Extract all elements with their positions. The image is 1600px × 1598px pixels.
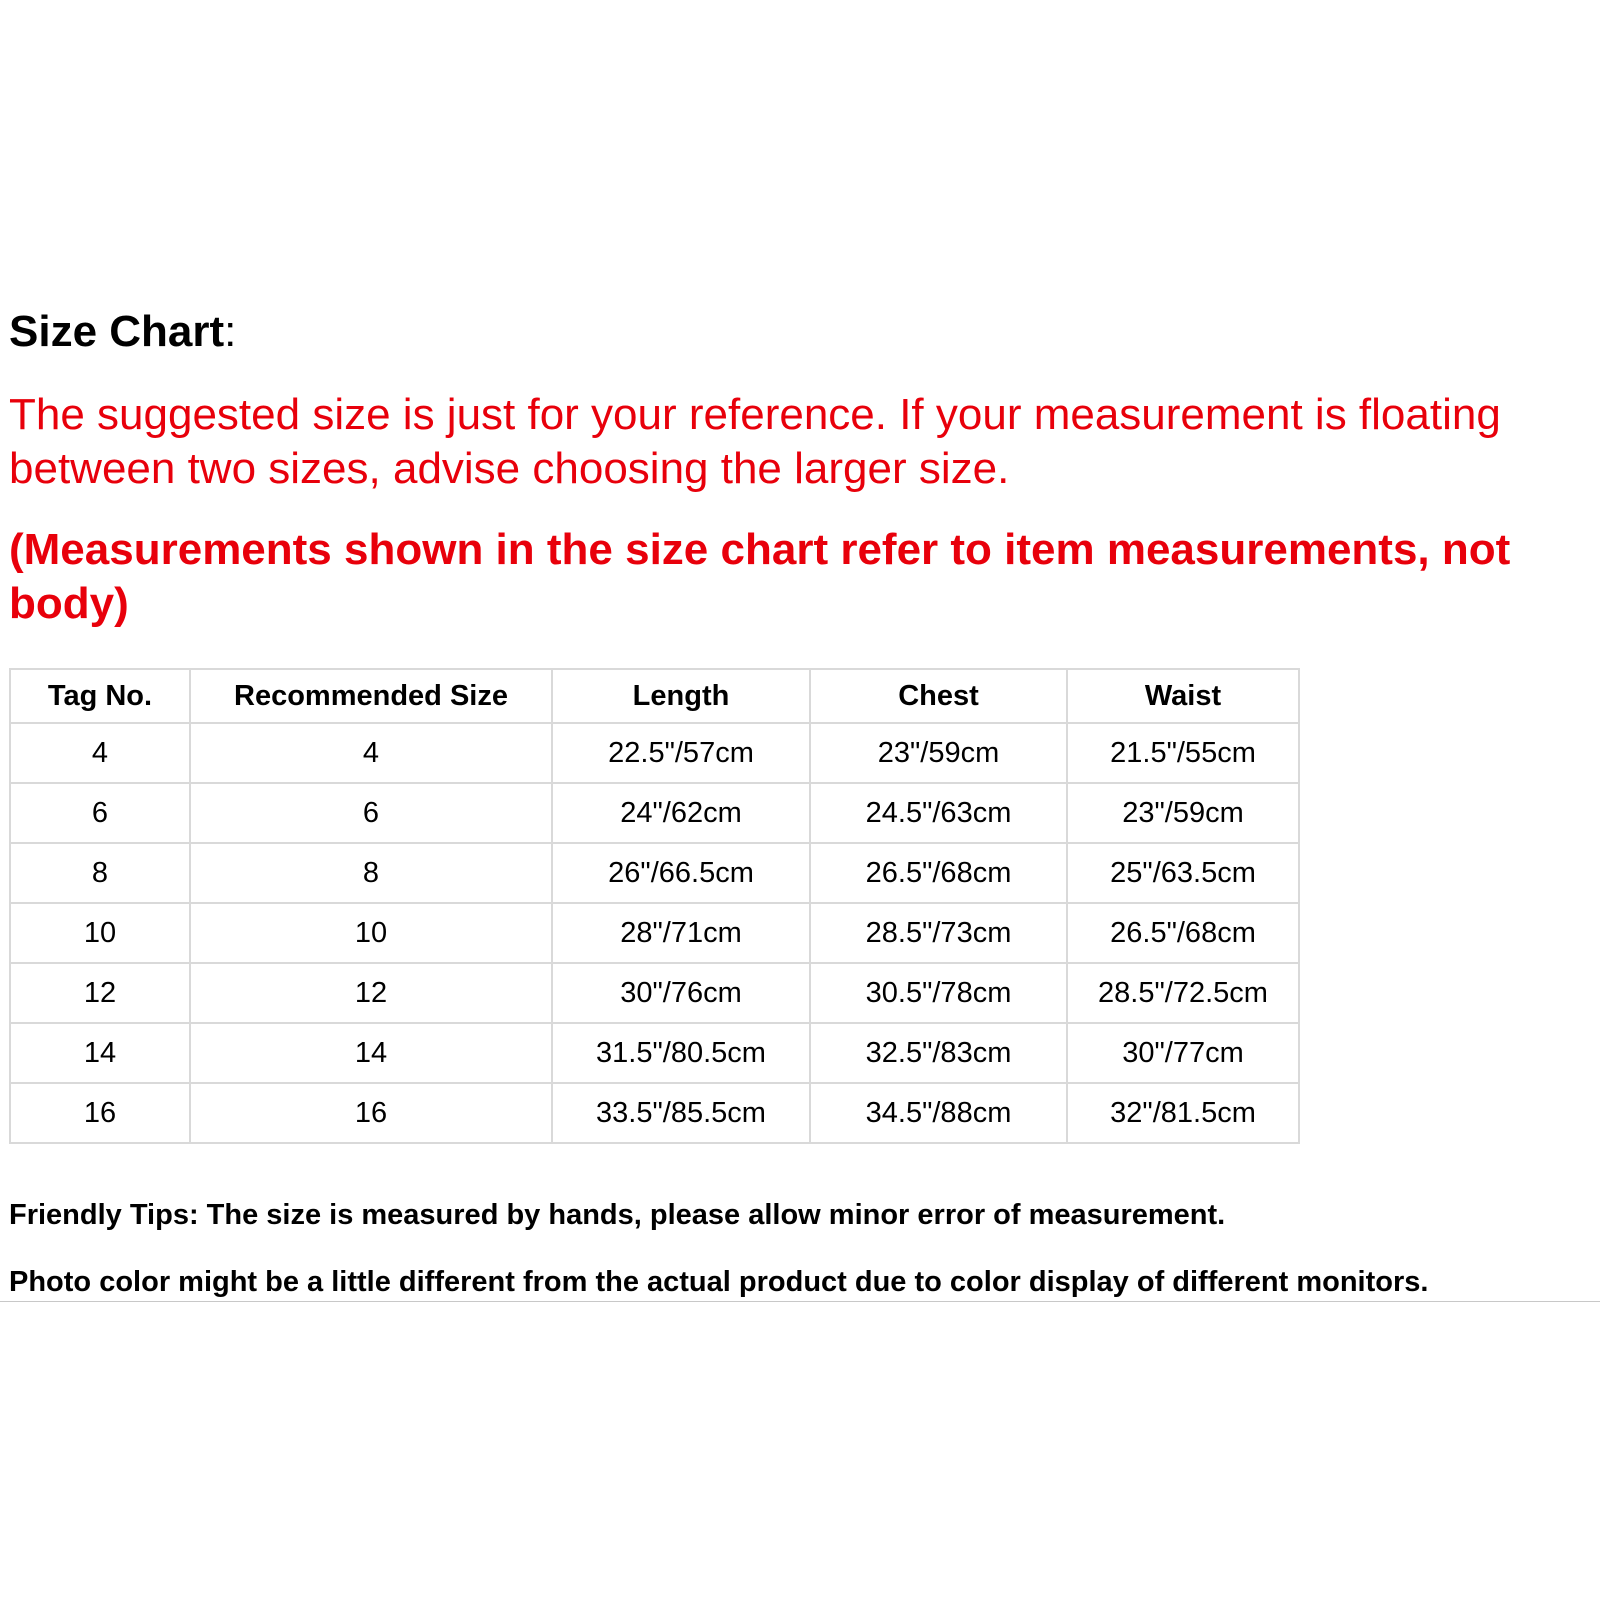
cell-length: 24"/62cm (552, 783, 810, 843)
cell-recommended-size: 6 (190, 783, 552, 843)
table-row (10, 963, 1299, 1023)
header-chest: Chest (810, 669, 1067, 723)
table-row (10, 1023, 1299, 1083)
cell-tag-no: 16 (10, 1083, 190, 1143)
cell-waist: 28.5"/72.5cm (1067, 963, 1299, 1023)
title-colon: : (224, 307, 237, 356)
cell-recommended-size: 8 (190, 843, 552, 903)
cell-length: 28"/71cm (552, 903, 810, 963)
cell-chest: 26.5"/68cm (810, 843, 1067, 903)
size-advice-line-1: The suggested size is just for your reference. If your measurement is floating (9, 390, 1501, 439)
cell-chest: 32.5"/83cm (810, 1023, 1067, 1083)
measurement-warning-line-2: body) (9, 579, 129, 628)
page-title (9, 306, 236, 358)
table-row (10, 1083, 1299, 1143)
cell-tag-no: 4 (10, 723, 190, 783)
cell-length: 31.5"/80.5cm (552, 1023, 810, 1083)
cell-waist: 23"/59cm (1067, 783, 1299, 843)
cell-recommended-size: 10 (190, 903, 552, 963)
size-table (9, 668, 1300, 1144)
cell-chest: 23"/59cm (810, 723, 1067, 783)
header-waist: Waist (1067, 669, 1299, 723)
size-advice-line-2: between two sizes, advise choosing the larger size. (9, 444, 1010, 493)
header-recommended-size: Recommended Size (190, 669, 552, 723)
cell-tag-no: 10 (10, 903, 190, 963)
color-disclaimer: Photo color might be a little different from the actual product due to color display of different monitors. (9, 1266, 1429, 1298)
table-row (10, 843, 1299, 903)
title-text: Size Chart (9, 307, 225, 356)
cell-chest: 30.5"/78cm (810, 963, 1067, 1023)
cell-waist: 30"/77cm (1067, 1023, 1299, 1083)
cell-tag-no: 6 (10, 783, 190, 843)
cell-chest: 24.5"/63cm (810, 783, 1067, 843)
cell-length: 22.5"/57cm (552, 723, 810, 783)
size-advice-note (9, 388, 1599, 496)
table-row (10, 783, 1299, 843)
cell-recommended-size: 16 (190, 1083, 552, 1143)
cell-waist: 25"/63.5cm (1067, 843, 1299, 903)
table-row (10, 903, 1299, 963)
cell-waist: 21.5"/55cm (1067, 723, 1299, 783)
divider-line (0, 1301, 1600, 1302)
cell-length: 26"/66.5cm (552, 843, 810, 903)
measurement-warning-line-1: (Measurements shown in the size chart refer to item measurements, not (9, 525, 1511, 574)
cell-tag-no: 8 (10, 843, 190, 903)
cell-chest: 34.5"/88cm (810, 1083, 1067, 1143)
header-tag-no: Tag No. (10, 669, 190, 723)
cell-waist: 32"/81.5cm (1067, 1083, 1299, 1143)
cell-length: 30"/76cm (552, 963, 810, 1023)
cell-recommended-size: 4 (190, 723, 552, 783)
table-row (10, 723, 1299, 783)
cell-recommended-size: 12 (190, 963, 552, 1023)
table-header-row (10, 669, 1299, 723)
cell-waist: 26.5"/68cm (1067, 903, 1299, 963)
cell-tag-no: 14 (10, 1023, 190, 1083)
cell-tag-no: 12 (10, 963, 190, 1023)
measurement-warning (9, 523, 1599, 631)
cell-length: 33.5"/85.5cm (552, 1083, 810, 1143)
header-length: Length (552, 669, 810, 723)
cell-recommended-size: 14 (190, 1023, 552, 1083)
cell-chest: 28.5"/73cm (810, 903, 1067, 963)
friendly-tip: Friendly Tips: The size is measured by hands, please allow minor error of measurement. (9, 1199, 1226, 1231)
